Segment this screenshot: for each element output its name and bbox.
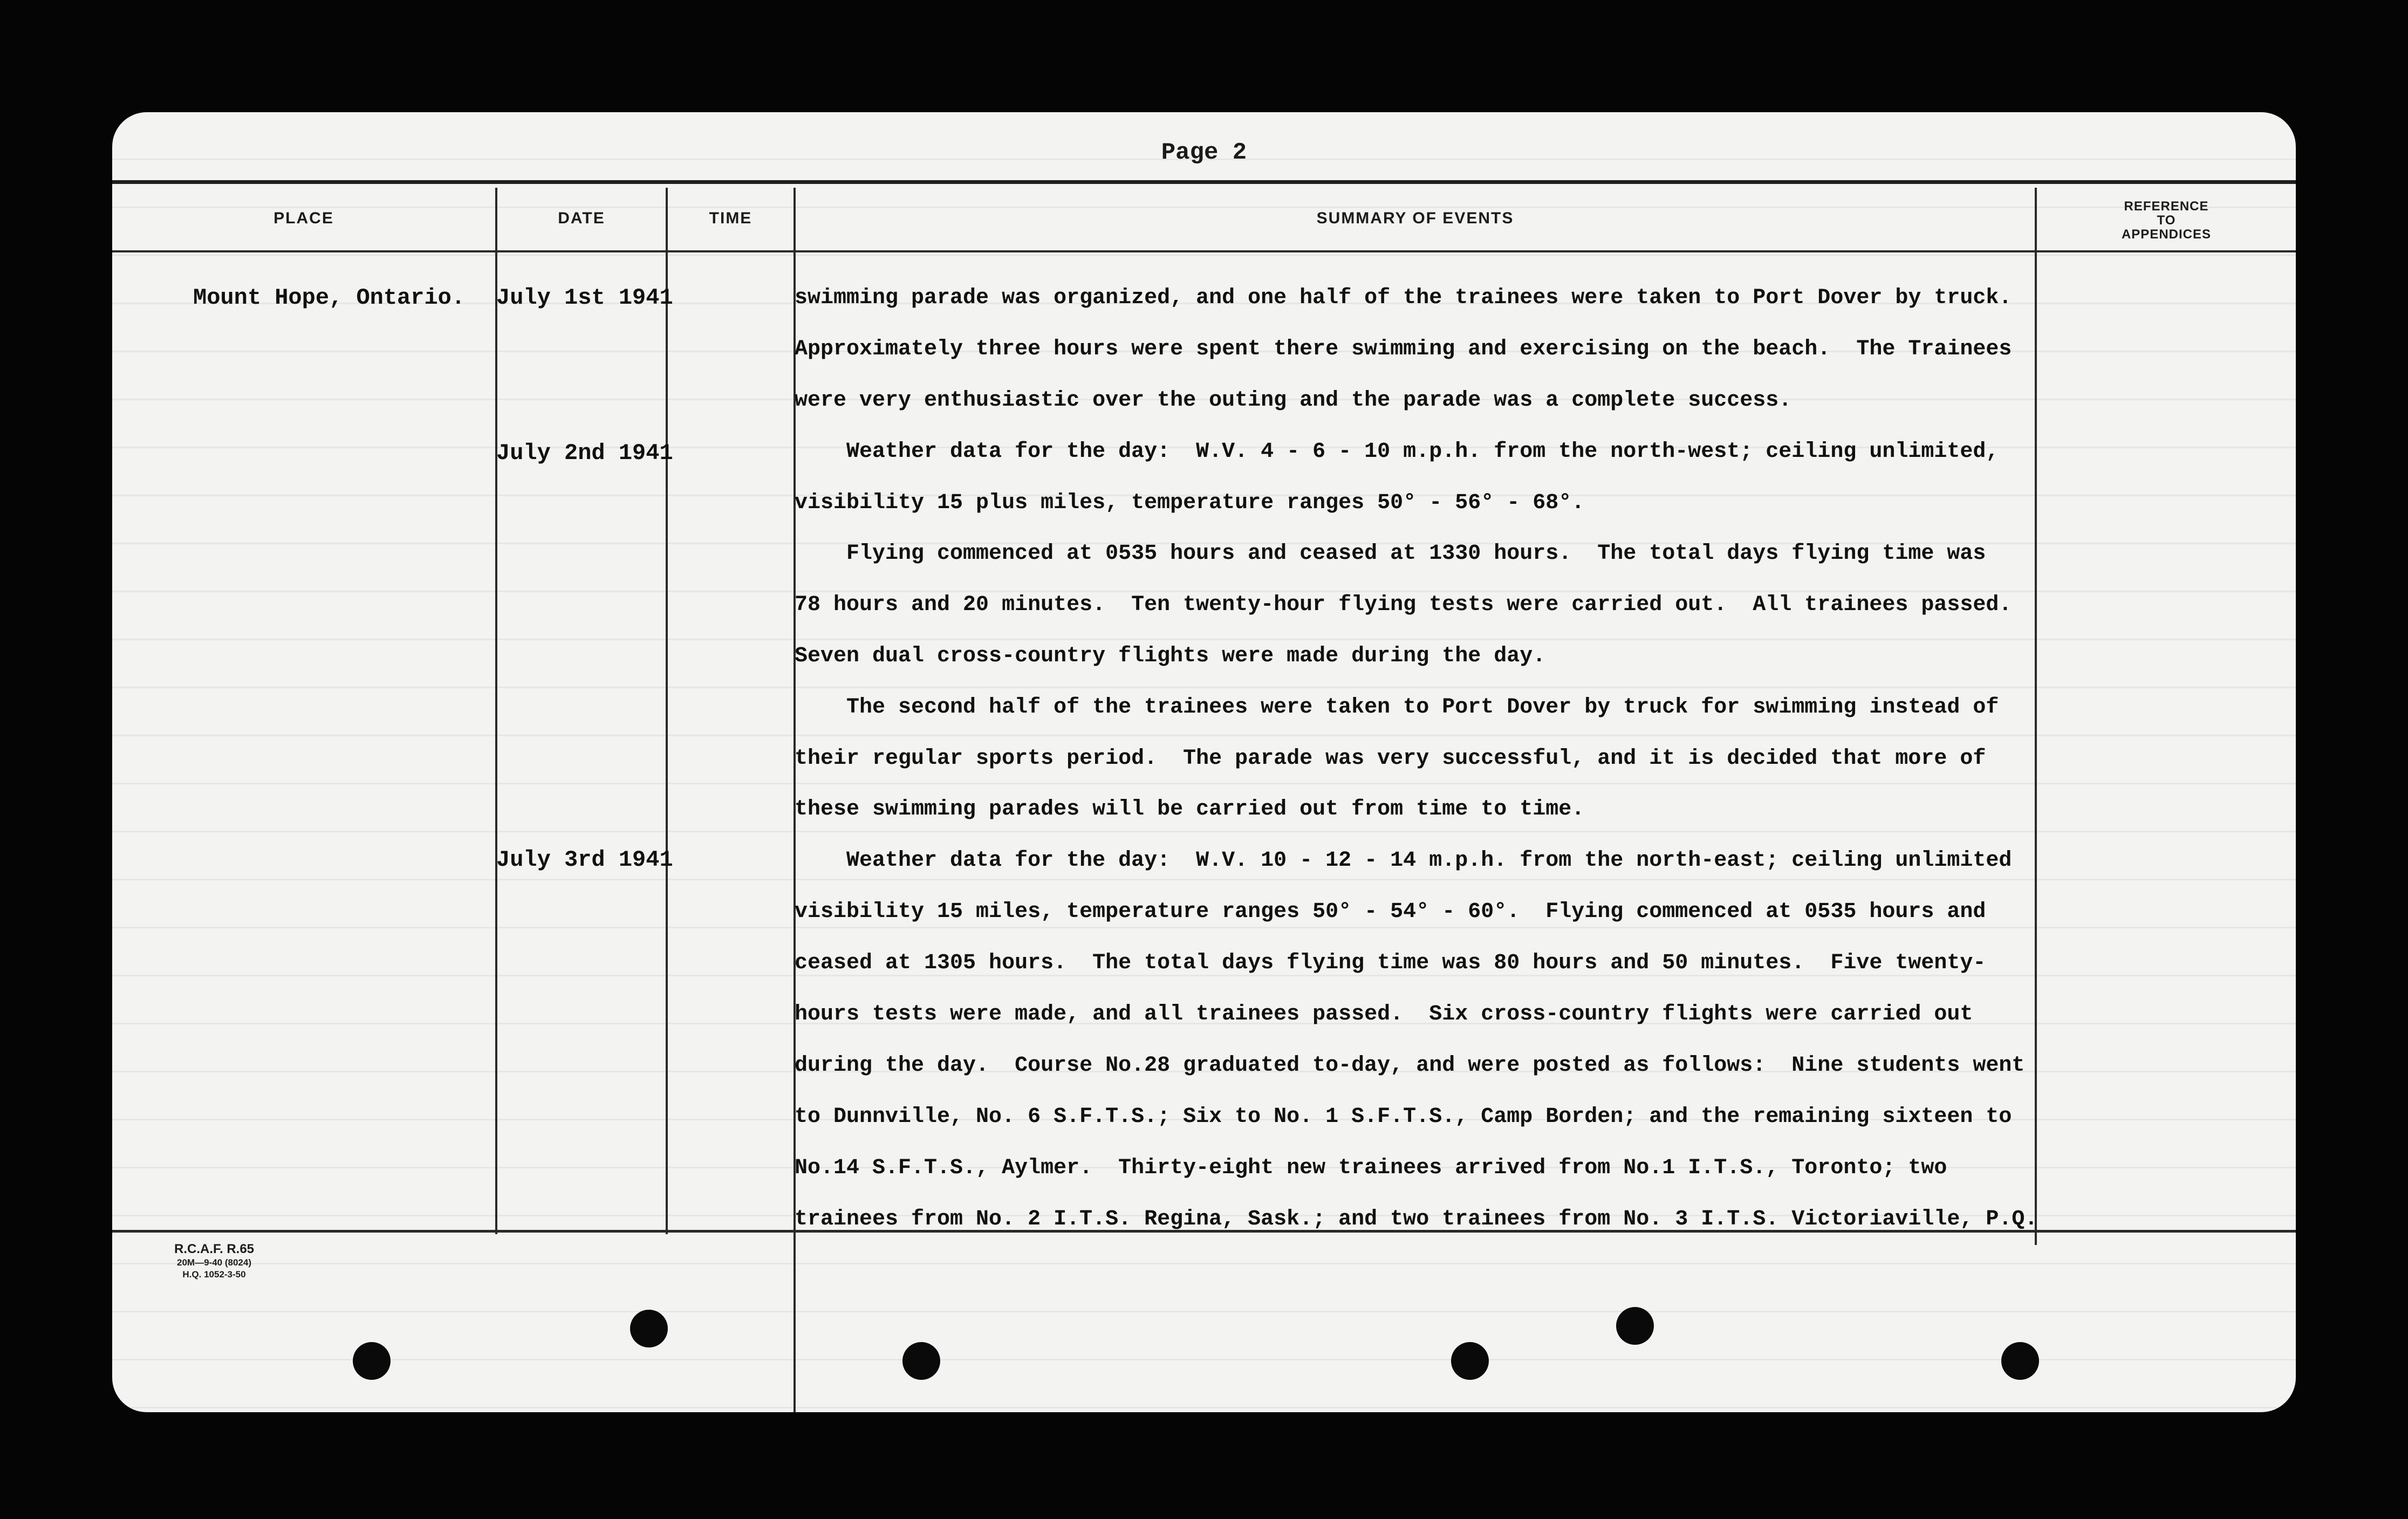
summary-line: Seven dual cross-country flights were made during the day. [795, 644, 1546, 668]
summary-line: visibility 15 plus miles, temperature ranges 50° - 56° - 68°. [795, 491, 1585, 515]
summary-line: Weather data for the day: W.V. 4 - 6 - 10 m.p.h. from the north-west; ceiling unlimited, [795, 440, 1999, 464]
date-entry-july-1: July 1st 1941 [496, 285, 673, 311]
summary-line: hours tests were made, and all trainees passed. Six cross-country flights were carried out [795, 1002, 1973, 1027]
column-header-time: TIME [709, 209, 752, 227]
summary-line: during the day. Course No.28 graduated to-day, and were posted as follows: Nine students went [795, 1053, 2025, 1078]
summary-line: trainees from No. 2 I.T.S. Regina, Sask.; and two trainees from No. 3 I.T.S. Victoriaville, P.Q. [795, 1207, 2038, 1231]
header-top-rule [112, 180, 2296, 184]
form-number [158, 1242, 271, 1281]
column-header-place: PLACE [273, 209, 334, 227]
place-entry: Mount Hope, Ontario. [193, 285, 466, 311]
date-entry-july-3: July 3rd 1941 [496, 847, 673, 873]
punch-hole [1451, 1342, 1489, 1380]
column-divider-summary-reference [2035, 188, 2037, 1245]
summary-line: Weather data for the day: W.V. 10 - 12 - 14 m.p.h. from the north-east; ceiling unlimited [795, 849, 2012, 873]
reference-line-1: REFERENCE [2124, 199, 2209, 214]
summary-line: Flying commenced at 0535 hours and ceased at 1330 hours. The total days flying time was [795, 542, 1986, 566]
reference-line-2: TO [2157, 213, 2176, 228]
form-number-line-1: R.C.A.F. R.65 [174, 1242, 255, 1256]
punch-hole [630, 1310, 668, 1347]
page-number: Page 2 [1161, 139, 1247, 166]
form-number-line-3: H.Q. 1052-3-50 [182, 1269, 246, 1279]
punch-hole [2001, 1342, 2039, 1380]
header-bottom-rule [112, 250, 2296, 252]
column-header-date: DATE [558, 209, 605, 227]
column-header-summary: SUMMARY OF EVENTS [1316, 209, 1514, 227]
column-header-reference [2037, 200, 2296, 242]
summary-line: to Dunnville, No. 6 S.F.T.S.; Six to No. 1 S.F.T.S., Camp Borden; and the remaining sixteen to [795, 1105, 2012, 1129]
reference-line-3: APPENDICES [2121, 227, 2212, 242]
date-entry-july-2: July 2nd 1941 [496, 440, 673, 466]
summary-line: No.14 S.F.T.S., Aylmer. Thirty-eight new trainees arrived from No.1 I.T.S., Toronto; two [795, 1156, 1947, 1180]
summary-line: 78 hours and 20 minutes. Ten twenty-hour flying tests were carried out. All trainees passed. [795, 593, 2012, 617]
column-divider-date-time [666, 188, 668, 1234]
summary-line: ceased at 1305 hours. The total days flying time was 80 hours and 50 minutes. Five twenty- [795, 951, 1986, 975]
summary-line: Approximately three hours were spent there swimming and exercising on the beach. The Trainees [795, 337, 2012, 361]
form-number-line-2: 20M—9-40 (8024) [177, 1257, 251, 1268]
summary-line: visibility 15 miles, temperature ranges 50° - 54° - 60°. Flying commenced at 0535 hours and [795, 900, 1986, 924]
summary-line: these swimming parades will be carried out from time to time. [795, 797, 1585, 822]
summary-line: their regular sports period. The parade was very successful, and it is decided that more of [795, 747, 1986, 771]
punch-hole [902, 1342, 940, 1380]
summary-line: were very enthusiastic over the outing and the parade was a complete success. [795, 388, 1792, 413]
punch-hole [353, 1342, 391, 1380]
column-divider-place-date [495, 188, 497, 1234]
diary-page [112, 112, 2296, 1412]
summary-line: The second half of the trainees were taken to Port Dover by truck for swimming instead of [795, 695, 1999, 720]
summary-line: swimming parade was organized, and one half of the trainees were taken to Port Dover by truck. [795, 286, 2012, 310]
punch-hole [1616, 1307, 1654, 1345]
